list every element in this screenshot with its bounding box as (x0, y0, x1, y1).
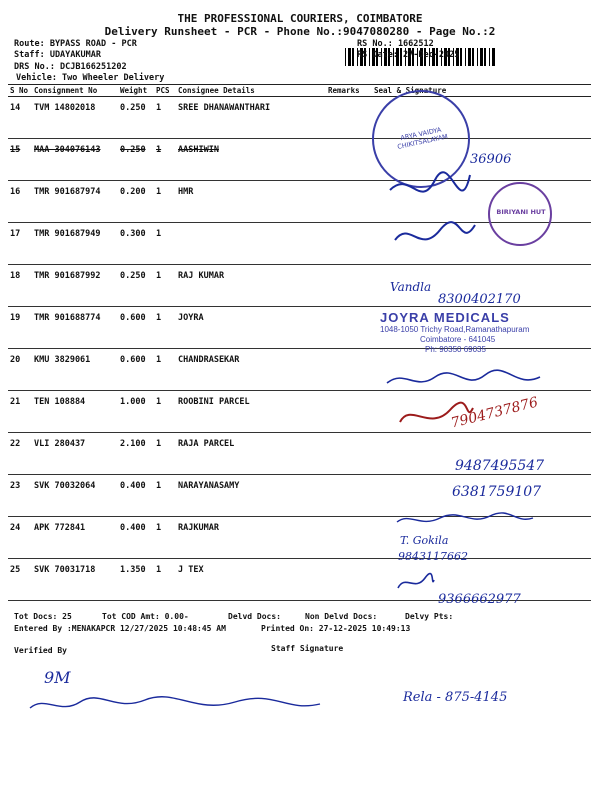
signature-row24 (397, 513, 533, 522)
signature-row17 (395, 222, 475, 240)
cell-pcs: 1 (154, 181, 176, 223)
joyra-stamp-phone: Ph: 90350 69035 (425, 345, 486, 354)
hw-mobile-row25: 9366662977 (438, 592, 521, 607)
hw-mobile-row24: 9843117662 (398, 550, 468, 563)
cell-remarks (326, 223, 372, 265)
cell-pcs: 1 (154, 433, 176, 475)
cell-consignment: TMR 901688774 (32, 307, 118, 349)
cell-weight (118, 139, 154, 181)
staff-signature-line (30, 697, 320, 708)
cell-remarks (326, 517, 372, 559)
biriyani-stamp-text: BIRIYANI HUT (496, 208, 546, 216)
cell-pcs: 1 (154, 517, 176, 559)
barcode-bar (460, 48, 462, 66)
barcode-bar (465, 48, 466, 66)
cell-sno: 21 (8, 391, 32, 433)
cell-consignment: APK 772841 (32, 517, 118, 559)
route-label: Route: BYPASS ROAD - PCR (14, 39, 137, 49)
rs-number: RS No.: 1662512 (357, 39, 434, 49)
total-cod: Tot COD Amt: 0.00- (102, 612, 189, 621)
cell-sno: 14 (8, 97, 32, 139)
barcode-bar (468, 48, 471, 66)
cell-sno: 17 (8, 223, 32, 265)
cell-consignment: TMR 901687949 (32, 223, 118, 265)
cell-weight-text: 0.250 (120, 145, 146, 155)
col-seal-signature: Seal & Signature (372, 85, 591, 97)
cell-consignment: TEN 108884 (32, 391, 118, 433)
rs-date: RS Date: 27-Dec-2025 (357, 50, 460, 60)
barcode-bar (472, 48, 474, 66)
cell-weight: 0.200 (118, 181, 154, 223)
cell-weight: 0.400 (118, 475, 154, 517)
signature-row20 (387, 370, 540, 383)
arya-stamp-text: ARYA VAIDYA CHIKITSALAYAM (396, 125, 449, 151)
col-pcs: PCS (154, 85, 176, 97)
joyra-stamp-address: 1048-1050 Trichy Road,Ramanathapuram (380, 325, 530, 334)
cell-remarks (326, 181, 372, 223)
cell-pcs: 1 (154, 391, 176, 433)
signature-scribbles-16-17 (380, 160, 500, 260)
cell-remarks (326, 391, 372, 433)
cell-pcs: 1 (154, 97, 176, 139)
signature-scribble-25 (395, 572, 435, 594)
cell-remarks (326, 265, 372, 307)
cell-weight: 1.350 (118, 559, 154, 601)
hw-name-row24: T. Gokila (400, 534, 449, 547)
cell-consignment (32, 139, 118, 181)
cell-consignee (176, 139, 326, 181)
cell-consignee: JOYRA (176, 307, 326, 349)
cell-consignee: SREE DHANAWANTHARI (176, 97, 326, 139)
joyra-stamp-city: Coimbatore - 641045 (420, 335, 496, 344)
entered-by: Entered By :MENAKAPCR 12/27/2025 10:48:45 AM (14, 624, 226, 633)
cell-consignment: TMR 901687992 (32, 265, 118, 307)
col-details: Consignee Details (176, 85, 326, 97)
cell-weight: 0.250 (118, 97, 154, 139)
signature-scribble-20 (385, 365, 545, 395)
cell-pcs: 1 (154, 349, 176, 391)
hw-mobile-row18: 8300402170 (438, 292, 521, 307)
hw-mobile-row22: 9487495547 (455, 458, 545, 474)
barcode-bar (348, 48, 351, 66)
cell-weight: 0.600 (118, 349, 154, 391)
cell-consignment: SVK 70031718 (32, 559, 118, 601)
cell-sno: 25 (8, 559, 32, 601)
cell-remarks (326, 349, 372, 391)
cell-pcs: 1 (154, 265, 176, 307)
hw-name-row18: Vandla (390, 280, 432, 294)
signature-row21 (400, 403, 473, 422)
staff-signature-scribble (25, 690, 325, 720)
staff-signature-label: Staff Signature (271, 644, 344, 653)
cell-consignment-text: MAA 304076143 (34, 145, 101, 155)
cell-weight: 0.300 (118, 223, 154, 265)
signature-row25 (398, 574, 434, 588)
cell-pcs (154, 139, 176, 181)
printed-on: Printed On: 27-12-2025 10:49:13 (261, 624, 411, 633)
cell-consignment: TVM 14802018 (32, 97, 118, 139)
verified-by-label: Verified By (14, 646, 67, 655)
cell-sno-text: 15 (10, 145, 21, 155)
cell-sno (8, 139, 32, 181)
table-row (8, 97, 591, 139)
col-remarks: Remarks (326, 85, 372, 97)
cell-pcs: 1 (154, 307, 176, 349)
staff-label: Staff: UDAYAKUMAR (14, 50, 101, 60)
non-delivered-docs: Non Delvd Docs: (305, 612, 378, 621)
cell-sno: 23 (8, 475, 32, 517)
cell-consignee: RAJA PARCEL (176, 433, 326, 475)
cell-sno: 19 (8, 307, 32, 349)
joyra-stamp-name: JOYRA MEDICALS (380, 310, 510, 325)
signature-scribble-21 (395, 402, 475, 432)
cell-weight: 0.400 (118, 517, 154, 559)
cell-consignee: CHANDRASEKAR (176, 349, 326, 391)
barcode-bar (345, 48, 346, 66)
col-consignment: Consignment No (32, 85, 118, 97)
signature-row16 (390, 172, 470, 191)
cell-pcs: 1 (154, 475, 176, 517)
cell-sno: 16 (8, 181, 32, 223)
hw-mobile-row15: 36906 (470, 152, 512, 167)
cell-pcs: 1 (154, 559, 176, 601)
cell-remarks (326, 559, 372, 601)
cell-remarks (326, 97, 372, 139)
barcode-bar (480, 48, 483, 66)
signature-scribble-24 (395, 508, 535, 530)
cell-sno: 22 (8, 433, 32, 475)
cell-consignment: SVK 70032064 (32, 475, 118, 517)
cell-remarks (326, 475, 372, 517)
cell-consignee: NARAYANASAMY (176, 475, 326, 517)
hw-mobile-row23: 6381759107 (452, 484, 542, 500)
cell-remarks (326, 139, 372, 181)
col-sno: S No (8, 85, 32, 97)
cell-pcs: 1 (154, 223, 176, 265)
col-weight: Weight (118, 85, 154, 97)
cell-consignee: J TEX (176, 559, 326, 601)
cell-consignee: ROOBINI PARCEL (176, 391, 326, 433)
cell-consignee: HMR (176, 181, 326, 223)
cell-weight: 0.600 (118, 307, 154, 349)
delivered-docs: Delvd Docs: (228, 612, 281, 621)
cell-remarks (326, 433, 372, 475)
cell-weight: 1.000 (118, 391, 154, 433)
barcode-bar (492, 48, 495, 66)
cell-weight: 0.250 (118, 265, 154, 307)
hw-bottom-note: Rela - 875-4145 (403, 690, 508, 705)
total-docs: Tot Docs: 25 (14, 612, 72, 621)
cell-consignee-text: AASHIWIN (178, 145, 219, 155)
vehicle-label: Vehicle: Two Wheeler Delivery (16, 73, 165, 83)
barcode-bar (352, 48, 354, 66)
table-header-row (8, 85, 591, 97)
barcode-bar (477, 48, 478, 66)
cell-pcs-text: 1 (156, 145, 162, 155)
cell-consignee: RAJKUMAR (176, 517, 326, 559)
cell-consignment: TMR 901687974 (32, 181, 118, 223)
hw-verified-initials: 9M (44, 668, 71, 687)
cell-remarks (326, 307, 372, 349)
cell-sno: 20 (8, 349, 32, 391)
drs-label: DRS No.: DCJB166251202 (14, 62, 127, 72)
hw-mobile-row21: 7904737876 (449, 394, 540, 432)
cell-sno: 24 (8, 517, 32, 559)
cell-sno: 18 (8, 265, 32, 307)
cell-consignee (176, 223, 326, 265)
delivery-points: Delvy Pts: (405, 612, 454, 621)
cell-weight: 2.100 (118, 433, 154, 475)
cell-consignee: RAJ KUMAR (176, 265, 326, 307)
cell-consignment: KMU 3829061 (32, 349, 118, 391)
cell-consignment: VLI 280437 (32, 433, 118, 475)
company-title: THE PROFESSIONAL COURIERS, COIMBATORE (177, 12, 423, 25)
barcode-bar (489, 48, 490, 66)
barcode-bar (484, 48, 486, 66)
runsheet-title: Delivery Runsheet - PCR - Phone No.:9047080280 - Page No.:2 (104, 25, 496, 38)
